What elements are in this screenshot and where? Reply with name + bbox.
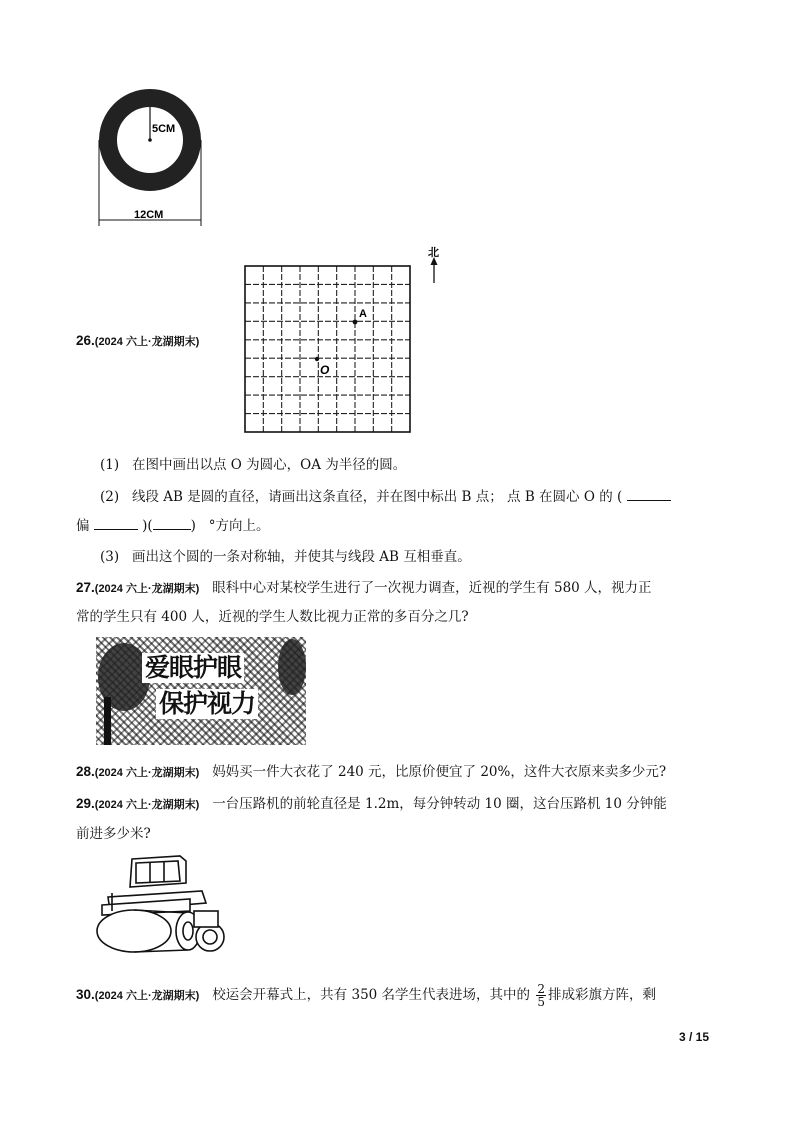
point-a [353,320,358,325]
q27-source: (2024 六上·龙湖期末) [94,583,200,595]
grid-border [245,266,410,432]
q29-text-line-1: 一台压路机的前轮直径是 1.2m，每分钟转动 10 圈，这台压路机 10 分钟能 [212,796,667,812]
q29-line-2 [76,822,151,842]
q30-text-before: 校运会开幕式上，共有 350 名学生代表进场，其中的 [212,987,531,1003]
poster-tree-right-icon [274,637,306,707]
q26-item-1 [100,453,406,473]
q30 [76,983,656,1008]
q29-number: 29. [76,796,95,811]
q26-item-1-text: 在图中画出以点 O 为圆心，OA 为半径的圆。 [132,457,407,473]
q26-item-2 [100,485,671,505]
q30-frac-num: 2 [537,982,545,996]
q29-text-line-2: 前进多少米? [76,826,151,842]
q26-item-2-paren: )( [142,518,153,534]
q26-item-3-text: 画出这个圆的一条对称轴，并使其与线段 AB 互相垂直。 [132,549,471,565]
q30-frac-den: 5 [537,995,545,1009]
eye-care-poster [96,637,306,745]
q29-source: (2024 六上·龙湖期末) [94,799,200,811]
q30-text-after: 排成彩旗方阵，剩 [547,987,656,1003]
q27-line-2 [76,605,469,625]
north-label: 北 [428,247,439,259]
q30-number: 30. [76,987,95,1002]
q28-text: 妈妈买一件大衣花了 240 元，比原价便宜了 20%，这件大衣原来卖多少元? [212,764,667,780]
q28-source: (2024 六上·龙湖期末) [94,767,200,779]
q30-fraction [536,983,546,1008]
q26-item-2-tail: °方向上。 [208,518,270,534]
grid-lines [245,266,410,432]
q27-text-line-2: 常的学生只有 400 人，近视的学生人数比视力正常的多百分之几? [76,609,469,625]
point-a-label: A [359,308,367,320]
page-number: 3 / 15 [678,1030,709,1044]
q26-blank-2[interactable] [94,517,138,530]
grid-figure [240,243,450,438]
q26-item-2-cont [76,514,270,534]
q26-number: 26. [76,333,95,348]
q28-number: 28. [76,764,95,779]
ring-outer-label: 12CM [134,209,164,221]
q27-number: 27. [76,580,95,595]
road-roller-image [94,853,229,958]
q26-item-2-paren-close: ) [190,518,196,534]
point-o [315,357,319,361]
q26-item-1-index: (1) [100,457,120,473]
q29-line-1 [76,792,667,812]
q26-item-3 [100,545,471,565]
ring-inner-label: 5CM [152,123,176,135]
q27-text-line-1: 眼科中心对某校学生进行了一次视力调查，近视的学生有 580 人，视力正 [212,580,652,596]
poster-title-2: 保护视力 [156,689,258,719]
poster-title-1: 爱眼护眼 [142,653,244,683]
q30-source: (2024 六上·龙湖期末) [94,990,200,1002]
q26-item-2-pian: 偏 [76,518,90,534]
q26-blank-3[interactable] [153,517,191,530]
q26-item-3-index: (3) [100,549,120,565]
q26-item-2-text: 线段 AB 是圆的直径，请画出这条直径，并在图中标出 B 点； 点 B 在圆心 O 的 ( [132,489,623,505]
q26-header [76,333,199,349]
point-o-label: O [320,363,330,377]
q26-item-2-index: (2) [100,489,120,505]
q28 [76,760,666,780]
q26-source: (2024 六上·龙湖期末) [94,336,200,348]
q27-line-1 [76,576,652,596]
q26-blank-1[interactable] [627,488,671,501]
ring-figure [88,80,218,232]
